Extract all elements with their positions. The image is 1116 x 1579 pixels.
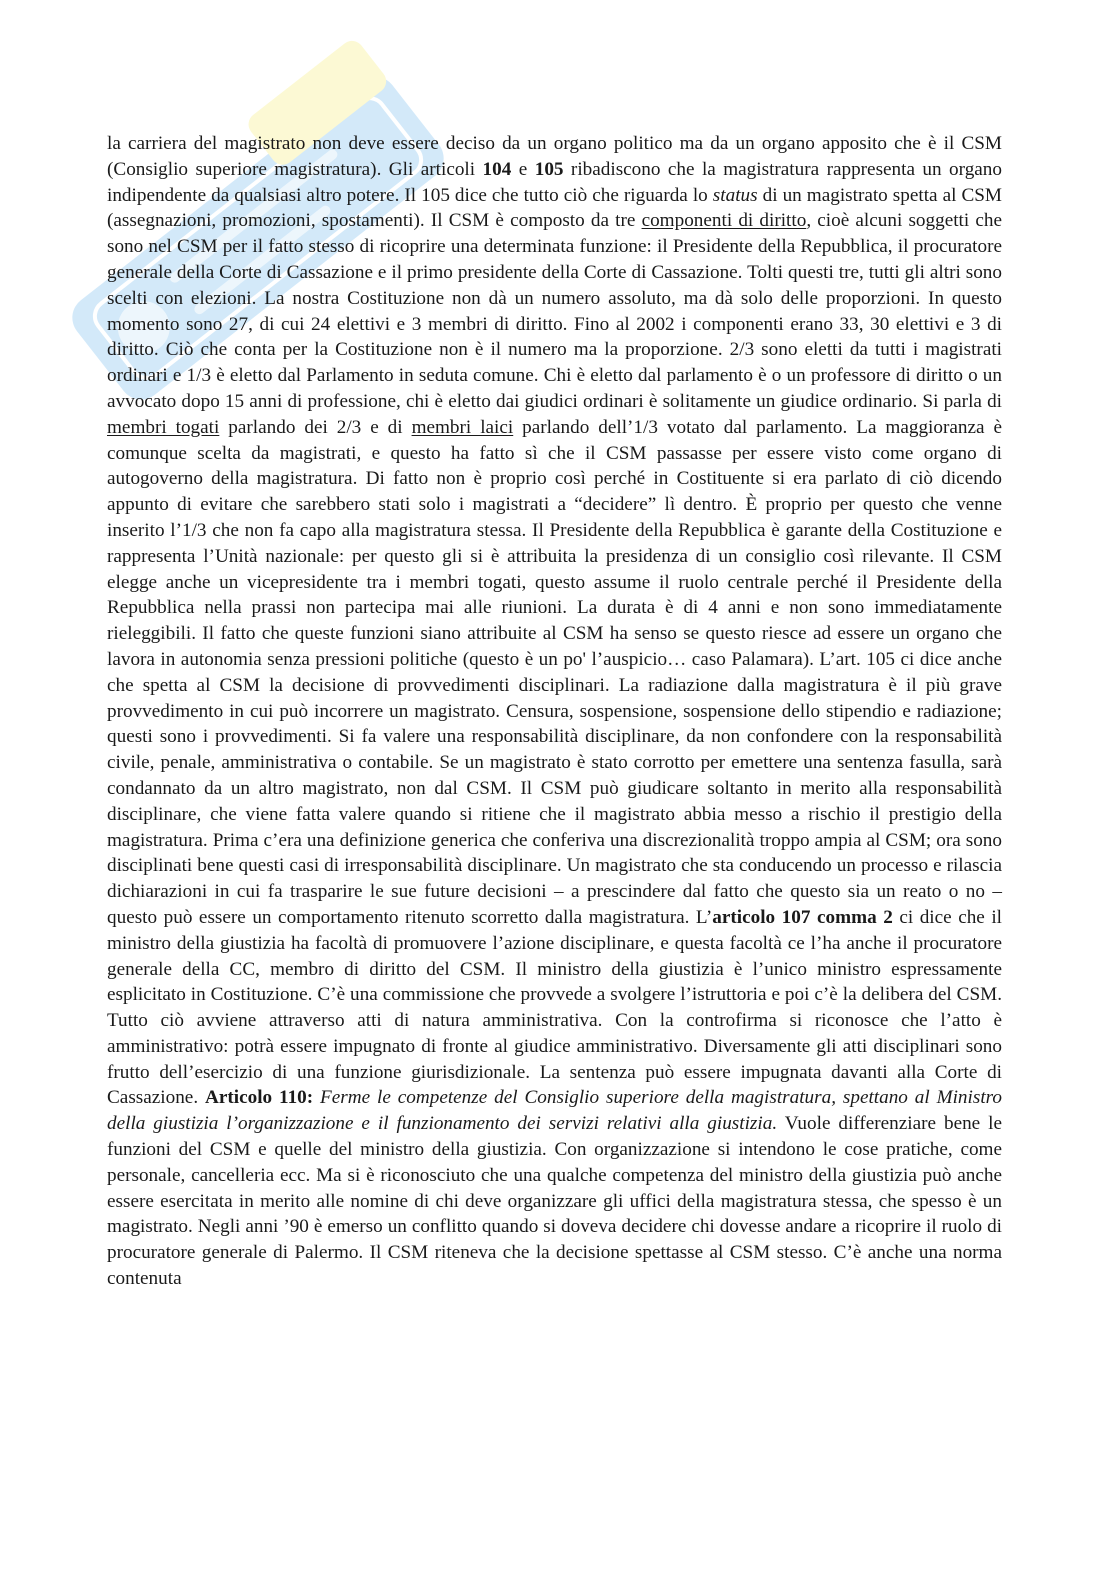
text-run: e [511,158,535,180]
text-run: di un magistrato spetta al CSM (assegnazioni, promozioni, spostamenti). Il CSM è composto da tre [107,184,1002,232]
text-run: , cioè alcuni soggetti che sono nel CSM per il fatto stesso di ricoprire una determinata funzione: il Presidente della Repubblica, il procuratore generale della Corte di Cassazione e il primo presidente della Corte di Cassazione. Tolti questi tre, tutti gli altri sono scelti con elezioni. La nostra Costituzione non dà un numero assoluto, ma dà solo delle proporzioni. In questo momento sono 27, di cui 24 elettivi e 3 membri di diritto. Fino al 2002 i componenti erano 33, 30 elettivi e 3 di diritto. Ciò che conta per la Costituzione non è il numero ma la proporzione. 2/3 sono eletti da tutti i magistrati ordinari e 1/3 è eletto dal Parlamento in seduta comune. Chi è eletto dal parlamento è o un professore di diritto o un avvocato dopo 15 anni di professione, chi è eletto dai giudici ordinari è solitamente un giudice ordinario. Si parla di [107,210,1002,412]
bold-text-run: Articolo 110: [205,1087,314,1109]
paragraph [107,131,1002,1292]
underlined-text-run: membri togati [107,416,220,438]
text-run: Vuole differenziare bene le funzioni del CSM e quelle del ministro della giustizia. Con organizzazione si intendono le cose pratiche, come personale, cancelleria ecc. Ma si è riconosciuto che una qualche competenza del ministro della giustizia può anche essere esercitata in merito alle nomine di chi deve organizzare gli uffici della magistratura stessa, che spesso è un magistrato. Negli anni ’90 è emerso un conflitto quando si doveva decidere chi dovesse andare a ricoprire il ruolo di procuratore generale di Palermo. Il CSM riteneva che la decisione spettasse al CSM stesso. C’è anche una norma contenuta [107,1113,1002,1290]
italic-text-run: Ferme le competenze del Consiglio superiore della magistratura, spettano al Ministro della giustizia l’organizzazione e il funzionamento dei servizi relativi alla giustizia. [107,1087,1002,1135]
text-run: parlando dei 2/3 e di [219,416,412,438]
body-paragraph [107,131,1002,1292]
bold-text-run: 104 [482,158,512,180]
bold-text-run: articolo 107 comma 2 [712,906,893,928]
italic-text-run: status [712,184,758,206]
text-run [313,1087,320,1108]
text-run: parlando dell’1/3 votato dal parlamento. La maggioranza è comunque scelta da magistrati, e questo ha fatto sì che il CSM passasse per essere visto come organo di autogoverno della magistratura. Di fatto non è proprio così perché in Costituente si era parlato di ciò dicendo appunto di evitare che sarebbero stati solo i magistrati a “decidere” lì dentro. È proprio per questo che venne inserito l’1/3 che non fa capo alla magistratura stessa. Il Presidente della Repubblica è garante della Costituzione e rappresenta l’Unità nazionale: per questo gli si è attribuita la presidenza di un consiglio così rilevante. Il CSM elegge anche un vicepresidente tra i membri togati, questo assume il ruolo centrale perché il Presidente della Repubblica nella prassi non partecipa mai alle riunioni. La durata è di 4 anni e non sono immediatamente rieleggibili. Il fatto che queste funzioni siano attribuite al CSM ha senso se questo riesce ad essere un organo che lavora in autonomia senza pressioni politiche (questo è un po' l’auspicio… caso Palamara). L’art. 105 ci dice anche che spetta al CSM la decisione di provvedimenti disciplinari. La radiazione dalla magistratura è il più grave provvedimento in cui può incorrere un magistrato. Censura, sospensione, sospensione dello stipendio e radiazione; questi sono i provvedimenti. Si fa valere una responsabilità disciplinare, da non confondere con la responsabilità civile, penale, amministrativa o contabile. Se un magistrato è stato corrotto per emettere una sentenza fasulla, sarà condannato da un altro magistrato, non dal CSM. Il CSM può giudicare soltanto in merito alla responsabilità disciplinare, che viene fatta valere quando si ritiene che il magistrato abbia messo a rischio il prestigio della magistratura. Prima c’era una definizione generica che conferiva una discrezionalità troppo ampia al CSM; ora sono disciplinati bene questi casi di irresponsabilità disciplinare. Un magistrato che sta conducendo un processo e rilascia dichiarazioni in cui fa trasparire le sue future decisioni – a prescindere dal fatto che questo sia un reato o no – questo può essere un comportamento ritenuto scorretto dalla magistratura. L’ [107,416,1002,928]
text-run: ribadiscono che la magistratura rappresenta un organo indipendente da qualsiasi altro potere. Il 105 dice che tutto ciò che riguarda lo [107,158,1002,206]
underlined-text-run: componenti di diritto [641,210,807,232]
bold-text-run: 105 [534,158,564,180]
text-run: la carriera del magistrato non deve essere deciso da un organo politico ma da un organo apposito che è il CSM (Consiglio superiore magistratura). Gli articoli [107,133,1002,180]
text-run: ci dice che il ministro della giustizia ha facoltà di promuovere l’azione disciplinare, e questa facoltà ce l’ha anche il procuratore generale della CC, membro di diritto del CSM. Il ministro della giustizia è l’unico ministro espressamente esplicitato in Costituzione. C’è una commissione che provvede a svolgere l’istruttoria e poi c’è la delibera del CSM. Tutto ciò avviene attraverso atti di natura amministrativa. Con la controfirma si riconosce che l’atto è amministrativo: potrà essere impugnato di fronte al giudice amministrativo. Diversamente gli atti disciplinari sono frutto dell’esercizio di una funzione giurisdizionale. La sentenza può essere impugnata davanti alla Corte di Cassazione. [107,906,1003,1109]
underlined-text-run: membri laici [411,416,514,438]
